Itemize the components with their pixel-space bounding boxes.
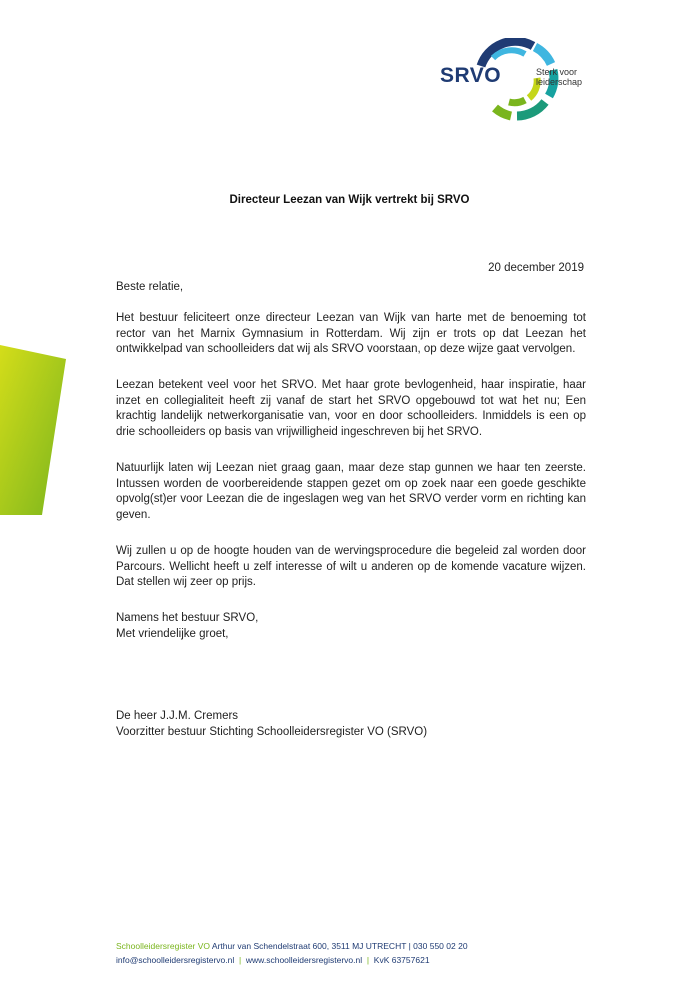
decorative-green-band — [0, 345, 70, 515]
closing-line-2: Met vriendelijke groet, — [116, 627, 229, 640]
logo-tagline-line1: Sterk voor — [536, 67, 578, 77]
footer-address: Arthur van Schendelstraat 600, 3511 MJ UTRECHT | 030 550 02 20 — [211, 941, 468, 951]
logo-wordmark: SRVO — [440, 64, 502, 87]
paragraph-2 — [116, 378, 586, 440]
paragraph-3-text: Natuurlijk laten wij Leezan niet graag gaan, maar deze stap gunnen we haar ten zeerste. Intussen worden de voorbereidende stappen gezet om op zoek naar een goede geschikte opvolg(st)er voor Leezan die de ingeslagen weg van het SRVO verder vorm en richting kan geven. — [116, 462, 586, 521]
paragraph-2-text: Leezan betekent veel voor het SRVO. Met haar grote bevlogenheid, haar inspiratie, haar inzet en collegialiteit heeft zij vanaf de start het SRVO opgebouwd tot wat het nu; Een krachtig landelijk netwerkorganisatie van, voor en door schoolleiders. Inmiddels is een op drie schoolleiders op basis van vrijwilligheid ingeschreven bij het SRVO. — [116, 379, 586, 438]
salutation: Beste relatie, — [116, 281, 184, 293]
paragraph-4-text: Wij zullen u op de hoogte houden van de wervingsprocedure die begeleid zal worden door Parcours. Wellicht heeft u zelf interesse of wilt u anderen op de komende vacature wijzen. Dat stellen wij zeer op prijs. — [116, 545, 586, 588]
closing — [116, 611, 586, 642]
letter-title: Directeur Leezan van Wijk vertrekt bij SRVO — [229, 194, 470, 206]
footer-line-1 — [116, 939, 468, 953]
footer-separator: | — [234, 955, 246, 965]
paragraph-3 — [116, 461, 586, 523]
footer-org-name: Schoolleidersregister VO — [116, 941, 211, 951]
logo-tagline — [536, 67, 606, 87]
paragraph-4 — [116, 544, 586, 591]
footer-website-link[interactable]: www.schoolleidersregistervo.nl — [245, 955, 363, 965]
signature-block — [116, 709, 586, 740]
footer-line-2 — [116, 953, 468, 967]
letter-date: 20 december 2019 — [488, 262, 584, 274]
signer-name: De heer J.J.M. Cremers — [116, 710, 239, 722]
srvo-logo — [438, 38, 598, 123]
footer-separator: | — [362, 955, 374, 965]
footer-email-link[interactable]: info@schoolleidersregistervo.nl — [116, 955, 235, 965]
footer-kvk: KvK 63757621 — [373, 955, 430, 965]
signer-title: Voorzitter bestuur Stichting Schoolleidersregister VO (SRVO) — [116, 725, 428, 738]
closing-line-1: Namens het bestuur SRVO, — [116, 612, 259, 624]
logo-tagline-line2: leiderschap — [536, 77, 583, 87]
paragraph-1-text: Het bestuur feliciteert onze directeur Leezan van Wijk van harte met de benoeming tot rector van het Marnix Gymnasium in Rotterdam. Wij zijn er trots op dat Leezan het ontwikkelpad van schoolleiders dat wij als SRVO voorstaan, op deze wijze gaat vervolgen. — [116, 312, 586, 355]
paragraph-1 — [116, 311, 586, 358]
letterhead-footer — [116, 939, 468, 967]
